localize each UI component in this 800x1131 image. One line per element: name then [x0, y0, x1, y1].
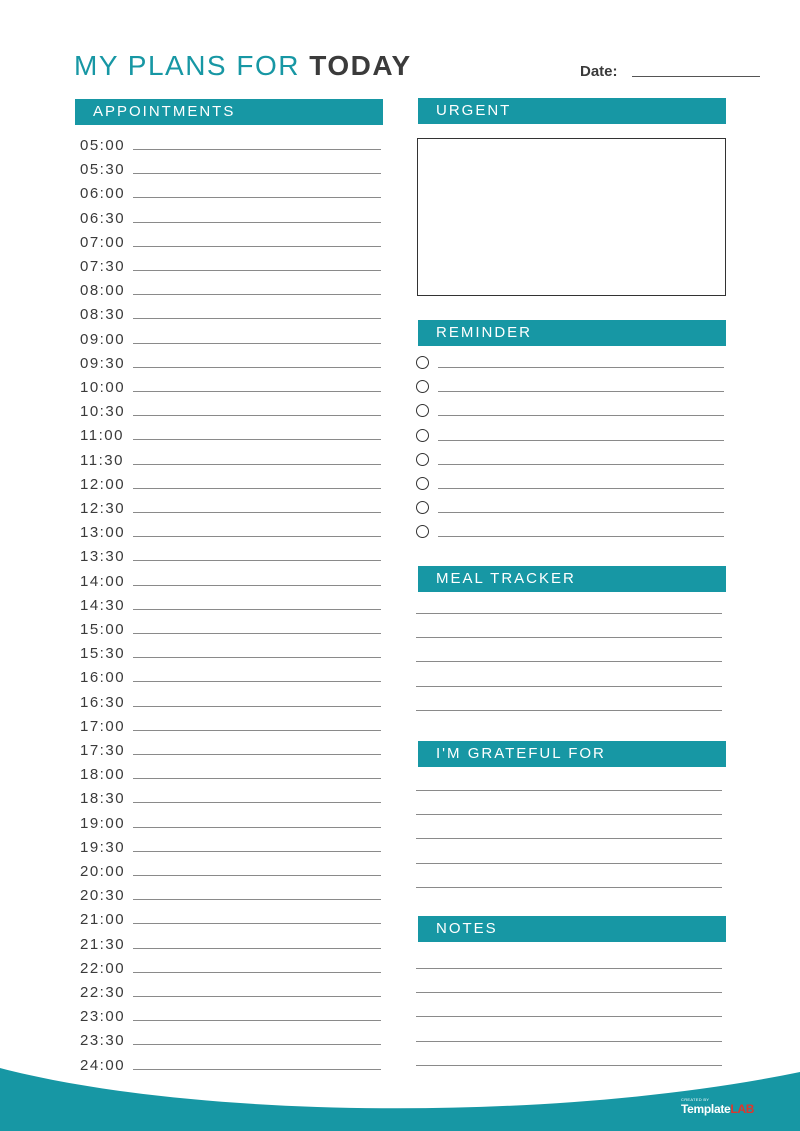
appointment-time: 09:00	[80, 330, 126, 348]
appointment-time: 19:30	[80, 838, 126, 856]
reminder-line[interactable]	[438, 512, 724, 513]
appointment-time: 20:30	[80, 887, 126, 905]
appointment-time: 22:30	[80, 984, 126, 1001]
appointment-line[interactable]	[133, 657, 381, 658]
appointment-line[interactable]	[133, 1044, 381, 1045]
appointment-time: 23:00	[80, 1008, 126, 1026]
appointment-time: 15:00	[80, 621, 126, 638]
appointment-time: 11:30	[80, 451, 124, 469]
appointment-time: 07:30	[80, 258, 126, 275]
appointment-line[interactable]	[133, 343, 381, 344]
appointment-line[interactable]	[133, 875, 381, 876]
appointment-line[interactable]	[133, 585, 381, 586]
appointment-line[interactable]	[133, 318, 381, 319]
reminder-checkbox[interactable]	[416, 404, 429, 417]
notes-line[interactable]	[416, 968, 722, 969]
grateful-line[interactable]	[416, 887, 722, 888]
appointment-time: 05:00	[80, 137, 126, 154]
appointment-line[interactable]	[133, 464, 381, 465]
appointment-line[interactable]	[133, 948, 381, 949]
appointment-line[interactable]	[133, 1020, 381, 1021]
appointment-line[interactable]	[133, 560, 381, 561]
reminder-line[interactable]	[438, 391, 724, 392]
grateful-line[interactable]	[416, 863, 722, 864]
appointment-time: 13:00	[80, 524, 126, 542]
reminder-checkbox[interactable]	[416, 429, 429, 442]
appointment-line[interactable]	[133, 827, 381, 828]
appointment-time: 22:00	[80, 959, 126, 977]
brand-created-by: CREATED BY	[681, 1097, 710, 1102]
appointment-line[interactable]	[133, 391, 381, 392]
date-field-line[interactable]	[632, 76, 760, 77]
appointment-time: 14:00	[80, 572, 126, 590]
brand-lab: LAB	[730, 1102, 755, 1116]
appointment-line[interactable]	[133, 972, 381, 973]
appointment-line[interactable]	[133, 197, 381, 198]
reminder-checkbox[interactable]	[416, 453, 429, 466]
appointment-time: 05:30	[80, 161, 126, 179]
notes-line[interactable]	[416, 1016, 722, 1017]
appointment-time: 08:30	[80, 306, 126, 324]
appointment-line[interactable]	[133, 609, 381, 610]
reminder-line[interactable]	[438, 488, 724, 489]
reminder-checkbox[interactable]	[416, 380, 429, 393]
meal-line[interactable]	[416, 637, 722, 638]
reminder-checkbox[interactable]	[416, 477, 429, 490]
templatelab-logo	[681, 1102, 754, 1116]
appointment-line[interactable]	[133, 512, 381, 513]
reminder-checkbox[interactable]	[416, 501, 429, 514]
appointment-line[interactable]	[133, 294, 381, 295]
appointment-line[interactable]	[133, 173, 381, 174]
appointments-header: APPOINTMENTS	[75, 99, 383, 125]
appointment-line[interactable]	[133, 996, 381, 997]
date-label: Date:	[580, 63, 618, 80]
appointment-time: 21:30	[80, 935, 126, 953]
reminder-line[interactable]	[438, 440, 724, 441]
meal-line[interactable]	[416, 686, 722, 687]
grateful-line[interactable]	[416, 814, 722, 815]
appointment-line[interactable]	[133, 706, 381, 707]
notes-line[interactable]	[416, 1041, 722, 1042]
title-part-my-plans: MY PLANS FOR	[74, 50, 310, 81]
appointment-time: 23:30	[80, 1032, 126, 1050]
title-part-today: TODAY	[309, 50, 412, 81]
appointment-line[interactable]	[133, 899, 381, 900]
appointment-line[interactable]	[133, 778, 381, 779]
brand-template: Template	[681, 1102, 731, 1116]
appointment-line[interactable]	[133, 222, 381, 223]
appointment-line[interactable]	[133, 488, 381, 489]
appointment-time: 09:30	[80, 354, 126, 372]
appointment-line[interactable]	[133, 730, 381, 731]
appointment-time: 06:00	[80, 185, 126, 203]
appointment-time: 06:30	[80, 209, 126, 227]
notes-line[interactable]	[416, 992, 722, 993]
appointment-time: 08:00	[80, 282, 126, 300]
reminder-header: REMINDER	[418, 320, 726, 346]
appointment-time: 24:00	[80, 1056, 126, 1074]
appointment-time: 11:00	[80, 427, 124, 445]
appointment-time: 17:00	[80, 717, 126, 735]
reminder-line[interactable]	[438, 367, 724, 368]
appointment-line[interactable]	[133, 633, 381, 634]
appointment-time: 12:00	[80, 475, 126, 493]
appointment-line[interactable]	[133, 367, 381, 368]
appointment-line[interactable]	[133, 754, 381, 755]
appointment-time: 20:00	[80, 863, 126, 880]
appointment-time: 10:00	[80, 379, 126, 396]
reminder-line[interactable]	[438, 536, 724, 537]
appointment-line[interactable]	[133, 802, 381, 803]
grateful-header: I'M GRATEFUL FOR	[418, 741, 726, 767]
grateful-line[interactable]	[416, 790, 722, 791]
footer-wave	[0, 1060, 800, 1131]
meal-line[interactable]	[416, 710, 722, 711]
meal-tracker-header: MEAL TRACKER	[418, 566, 726, 592]
urgent-header: URGENT	[418, 98, 726, 124]
appointment-time: 16:00	[80, 669, 126, 687]
grateful-line[interactable]	[416, 838, 722, 839]
reminder-checkbox[interactable]	[416, 356, 429, 369]
appointment-line[interactable]	[133, 415, 381, 416]
reminder-line[interactable]	[438, 464, 724, 465]
appointment-time: 12:30	[80, 500, 126, 517]
appointment-line[interactable]	[133, 851, 381, 852]
appointment-time: 19:00	[80, 814, 126, 832]
reminder-checkbox[interactable]	[416, 525, 429, 538]
appointment-time: 16:30	[80, 693, 126, 711]
appointment-time: 18:00	[80, 766, 126, 784]
appointment-time: 14:30	[80, 596, 126, 614]
appointment-time: 17:30	[80, 742, 126, 759]
page-title	[74, 50, 412, 82]
meal-line[interactable]	[416, 661, 722, 662]
appointment-time: 21:00	[80, 911, 126, 929]
appointment-line[interactable]	[133, 149, 381, 150]
appointment-line[interactable]	[133, 681, 381, 682]
appointment-line[interactable]	[133, 439, 381, 440]
appointment-time: 18:30	[80, 790, 126, 808]
appointment-time: 10:30	[80, 403, 126, 421]
appointment-time: 07:00	[80, 233, 126, 251]
appointment-line[interactable]	[133, 270, 381, 271]
reminder-line[interactable]	[438, 415, 724, 416]
appointment-line[interactable]	[133, 923, 381, 924]
appointment-time: 15:30	[80, 645, 126, 663]
meal-line[interactable]	[416, 613, 722, 614]
urgent-box[interactable]	[417, 138, 726, 296]
appointment-line[interactable]	[133, 536, 381, 537]
appointment-line[interactable]	[133, 246, 381, 247]
notes-header: NOTES	[418, 916, 726, 942]
appointment-time: 13:30	[80, 548, 126, 566]
